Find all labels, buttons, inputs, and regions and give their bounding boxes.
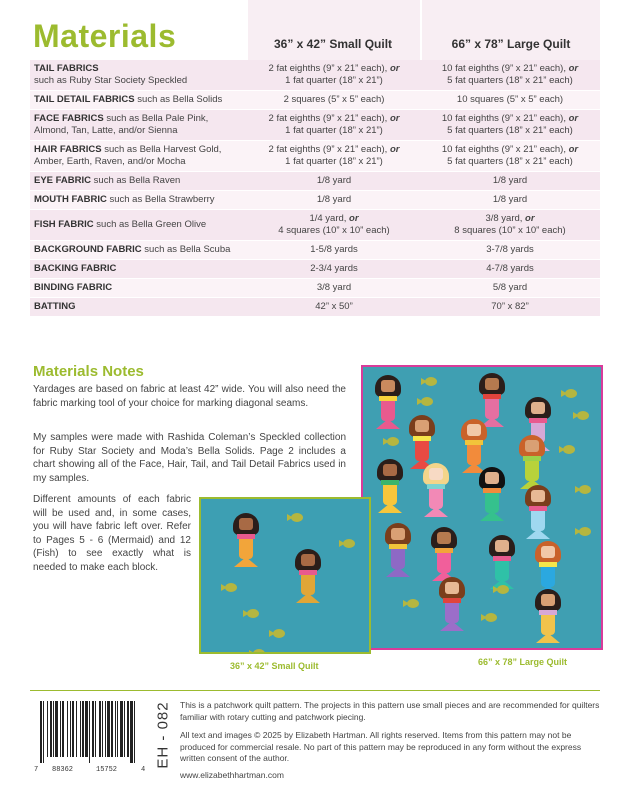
table-row (30, 210, 600, 241)
barcode-bar (40, 701, 42, 763)
mermaid-illustration (487, 535, 517, 591)
fish-illustration (493, 585, 509, 594)
small-quilt-caption: 36” x 42” Small Quilt (230, 661, 319, 671)
barcode-bar (120, 701, 123, 757)
small-quilt-amount (248, 241, 420, 260)
amount-text: 4-7/8 yards (486, 263, 534, 274)
amount-alt-text: 5 fat quarters (18” x 21” each) (447, 125, 573, 136)
large-quilt-amount (420, 91, 600, 110)
table-row (30, 60, 600, 91)
large-quilt-amount (420, 191, 600, 210)
material-label (30, 298, 248, 317)
barcode-bar (55, 701, 58, 757)
barcode-digit-1: 7 (34, 766, 39, 774)
table-row (30, 191, 600, 210)
small-quilt-amount (248, 110, 420, 141)
amount-text: 2 fat eighths (9” x 21” each), (268, 144, 390, 155)
mermaid-illustration (429, 527, 459, 583)
fish-illustration (403, 599, 419, 608)
mermaid-illustration (293, 549, 323, 605)
table-row (30, 91, 600, 110)
small-quilt-amount (248, 172, 420, 191)
fish-illustration (561, 389, 577, 398)
material-description: such as Bella Harvest Gold, (101, 144, 222, 155)
amount-text: 2 squares (5” x 5” each) (283, 94, 385, 105)
material-description-line2: Amber, Earth, Raven, and/or Mocha (34, 156, 186, 167)
large-quilt-amount (420, 60, 600, 91)
mermaid-illustration (373, 375, 403, 431)
mermaid-illustration (533, 589, 563, 645)
amount-text: 70” x 82” (491, 301, 529, 312)
material-label (30, 60, 248, 91)
material-label (30, 141, 248, 172)
header-bg-large (422, 0, 600, 60)
mermaid-illustration (421, 463, 451, 519)
mermaid-illustration (523, 485, 553, 541)
barcode-bar (50, 701, 52, 757)
amount-text: 2 fat eighths (9” x 21” each), (268, 63, 390, 74)
material-description: such as Bella Raven (91, 175, 181, 186)
large-quilt-amount (420, 172, 600, 191)
barcode-bar (72, 701, 74, 757)
amount-text: 3/8 yard (316, 282, 352, 293)
or-text: or (568, 63, 579, 74)
barcode-bar (82, 701, 84, 757)
barcode-digit-4: 4 (141, 766, 146, 774)
sku-label: EH - 082 (154, 701, 172, 769)
material-name: HAIR FABRICS (34, 144, 102, 155)
table-row (30, 298, 600, 317)
table-row (30, 279, 600, 298)
large-quilt-amount (420, 141, 600, 172)
material-description: such as Bella Solids (134, 94, 223, 105)
material-name: MOUTH FABRIC (34, 194, 107, 205)
fish-illustration (339, 539, 355, 548)
amount-text: 42” x 50” (315, 301, 353, 312)
amount-text: 1/8 yard (316, 194, 352, 205)
large-quilt-caption: 66” x 78” Large Quilt (478, 657, 568, 667)
barcode-bar (134, 701, 135, 763)
mermaid-illustration (231, 513, 261, 569)
page-title: Materials (33, 18, 177, 54)
or-text: or (349, 213, 359, 224)
mermaid-illustration (375, 459, 405, 515)
amount-text: 3-7/8 yards (486, 244, 534, 255)
barcode-bar (70, 701, 71, 757)
barcode-bar (53, 701, 54, 757)
material-label (30, 91, 248, 110)
barcode-digit-3: 15752 (96, 766, 118, 774)
material-name: TAIL FABRICS (34, 63, 99, 74)
amount-text: 1/8 yard (492, 175, 528, 186)
amount-text: 10 squares (5” x 5” each) (456, 94, 564, 105)
amount-text: 1/8 yard (492, 194, 528, 205)
amount-alt-text: 1 fat quarter (18” x 21”) (285, 156, 383, 167)
small-quilt-image (199, 497, 371, 654)
amount-text: 1-5/8 yards (310, 244, 358, 255)
large-quilt-image (361, 365, 603, 650)
large-quilt-amount (420, 241, 600, 260)
fish-illustration (221, 583, 237, 592)
barcode-digit-2: 88362 (52, 766, 74, 774)
material-label (30, 241, 248, 260)
barcode-bar (124, 701, 125, 757)
notes-paragraph-3: Different amounts of each fabric will be used and, in some cases, you will have fabric left over. Refer to Pages 5 - 6 (Mermaid) and 12 (Fish) to see exactly what is needed to make each block. (33, 494, 191, 573)
amount-alt-text: 8 squares (10” x 10” each) (454, 225, 566, 236)
header-bg-small (248, 0, 420, 60)
amount-text: 10 fat eighths (9” x 21” each), (441, 113, 569, 124)
barcode-bar (111, 701, 113, 757)
small-quilt-amount (248, 91, 420, 110)
table-row (30, 241, 600, 260)
material-name: TAIL DETAIL FABRICS (34, 94, 135, 105)
amount-text: 1/8 yard (316, 175, 352, 186)
material-description: such as Bella Pale Pink, (103, 113, 209, 124)
barcode-bar (107, 701, 110, 757)
amount-text: 10 fat eighths (9” x 21” each), (441, 63, 569, 74)
fish-illustration (383, 437, 399, 446)
footer-divider (30, 690, 600, 691)
or-text: or (568, 144, 579, 155)
fish-illustration (573, 411, 589, 420)
amount-alt-text: 4 squares (10” x 10” each) (278, 225, 390, 236)
material-description: such as Bella Scuba (141, 244, 231, 255)
material-label (30, 210, 248, 241)
fish-illustration (249, 649, 265, 654)
small-quilt-amount (248, 260, 420, 279)
amount-alt-text: 5 fat quarters (18” x 21” each) (447, 75, 573, 86)
barcode-image (38, 701, 164, 763)
large-quilt-amount (420, 260, 600, 279)
small-quilt-amount (248, 298, 420, 317)
amount-text: 5/8 yard (492, 282, 528, 293)
fish-illustration (575, 485, 591, 494)
small-quilt-amount (248, 210, 420, 241)
column-header-small-quilt: 36” x 42” Small Quilt (273, 37, 393, 51)
material-name: EYE FABRIC (34, 175, 92, 186)
fish-illustration (287, 513, 303, 522)
material-label (30, 191, 248, 210)
amount-text: 1/4 yard, (309, 213, 350, 224)
amount-alt-text: 1 fat quarter (18” x 21”) (285, 125, 383, 136)
small-quilt-amount (248, 141, 420, 172)
barcode-bar (80, 701, 81, 757)
amount-text: 3/8 yard, (485, 213, 526, 224)
barcode-bar (67, 701, 68, 757)
fish-illustration (481, 613, 497, 622)
barcode-bar (89, 701, 90, 763)
fish-illustration (559, 445, 575, 454)
amount-alt-text: 1 fat quarter (18” x 21”) (285, 75, 383, 86)
barcode-bar (62, 701, 64, 757)
fish-illustration (417, 397, 433, 406)
amount-text: 2 fat eighths (9” x 21” each), (268, 113, 390, 124)
material-description: such as Bella Strawberry (106, 194, 215, 205)
table-row (30, 260, 600, 279)
barcode-bar (76, 701, 77, 757)
material-name: BATTING (34, 301, 76, 312)
footer-copyright: All text and images © 2025 by Elizabeth Hartman. All rights reserved. Items from this pattern may not be produced for commercial resale. No part of this pattern may be reproduced in any form without the express written consent of the author. (180, 730, 582, 763)
barcode-bar (99, 701, 101, 757)
notes-paragraph-1: Yardages are based on fabric at least 42” wide. You will also need the fabric marking tool of your choice for marking diagonal seams. (33, 384, 346, 409)
fish-illustration (575, 527, 591, 536)
material-description: such as Bella Green Olive (93, 219, 207, 230)
notes-paragraph-2: My samples were made with Rashida Coleman’s Speckled collection for Ruby Star Society and Moda’s Bella Solids. Page 2 includes a chart showing all of the Face, Hair, Tail, and Tail Detail Fabrics used in my samples. (33, 432, 346, 484)
amount-text: 10 fat eighths (9” x 21” each), (441, 144, 569, 155)
material-label (30, 110, 248, 141)
footer-website-link[interactable]: www.elizabethhartman.com (180, 770, 284, 780)
material-description-line2: Almond, Tan, Latte, and/or Sienna (34, 125, 178, 136)
or-text: or (389, 113, 400, 124)
material-name: FACE FABRICS (34, 113, 104, 124)
material-name: FISH FABRIC (34, 219, 94, 230)
barcode-bar (60, 701, 61, 757)
barcode-bar (127, 701, 129, 757)
barcode-bar (43, 701, 44, 763)
small-quilt-amount (248, 191, 420, 210)
material-label (30, 260, 248, 279)
footer-pattern-note: This is a patchwork quilt pattern. The projects in this pattern use small pieces and are recommended for quilters familiar with rotary cutting and patchwork piecing. (180, 700, 600, 722)
large-quilt-amount (420, 210, 600, 241)
mermaid-illustration (383, 523, 413, 579)
barcode-bar (102, 701, 103, 757)
mermaid-illustration (477, 467, 507, 523)
table-row (30, 110, 600, 141)
material-description-line2: such as Ruby Star Society Speckled (34, 75, 188, 86)
fish-illustration (243, 609, 259, 618)
amount-alt-text: 5 fat quarters (18” x 21” each) (447, 156, 573, 167)
amount-text: 2-3/4 yards (310, 263, 358, 274)
small-quilt-amount (248, 60, 420, 91)
large-quilt-amount (420, 110, 600, 141)
small-quilt-amount (248, 279, 420, 298)
or-text: or (568, 113, 579, 124)
barcode-bar (85, 701, 88, 757)
material-label (30, 279, 248, 298)
mermaid-illustration (437, 577, 467, 633)
barcode-bar (115, 701, 116, 757)
table-row (30, 172, 600, 191)
fish-illustration (269, 629, 285, 638)
material-name: BACKGROUND FABRIC (34, 244, 142, 255)
table-row (30, 141, 600, 172)
large-quilt-amount (420, 298, 600, 317)
or-text: or (389, 144, 400, 155)
or-text: or (389, 63, 400, 74)
barcode-bar (130, 701, 133, 763)
barcode-bar (117, 701, 118, 757)
material-label (30, 172, 248, 191)
barcode-bar (92, 701, 94, 757)
barcode-bar (47, 701, 48, 757)
mermaid-illustration (517, 435, 547, 491)
material-name: BINDING FABRIC (34, 282, 113, 293)
column-header-large-quilt: 66” x 78” Large Quilt (451, 37, 571, 51)
barcode-bar (95, 701, 96, 757)
materials-table (30, 60, 600, 317)
fish-illustration (421, 377, 437, 386)
barcode-bar (105, 701, 106, 757)
or-text: or (525, 213, 535, 224)
material-name: BACKING FABRIC (34, 263, 117, 274)
materials-notes-title: Materials Notes (33, 363, 144, 380)
large-quilt-amount (420, 279, 600, 298)
